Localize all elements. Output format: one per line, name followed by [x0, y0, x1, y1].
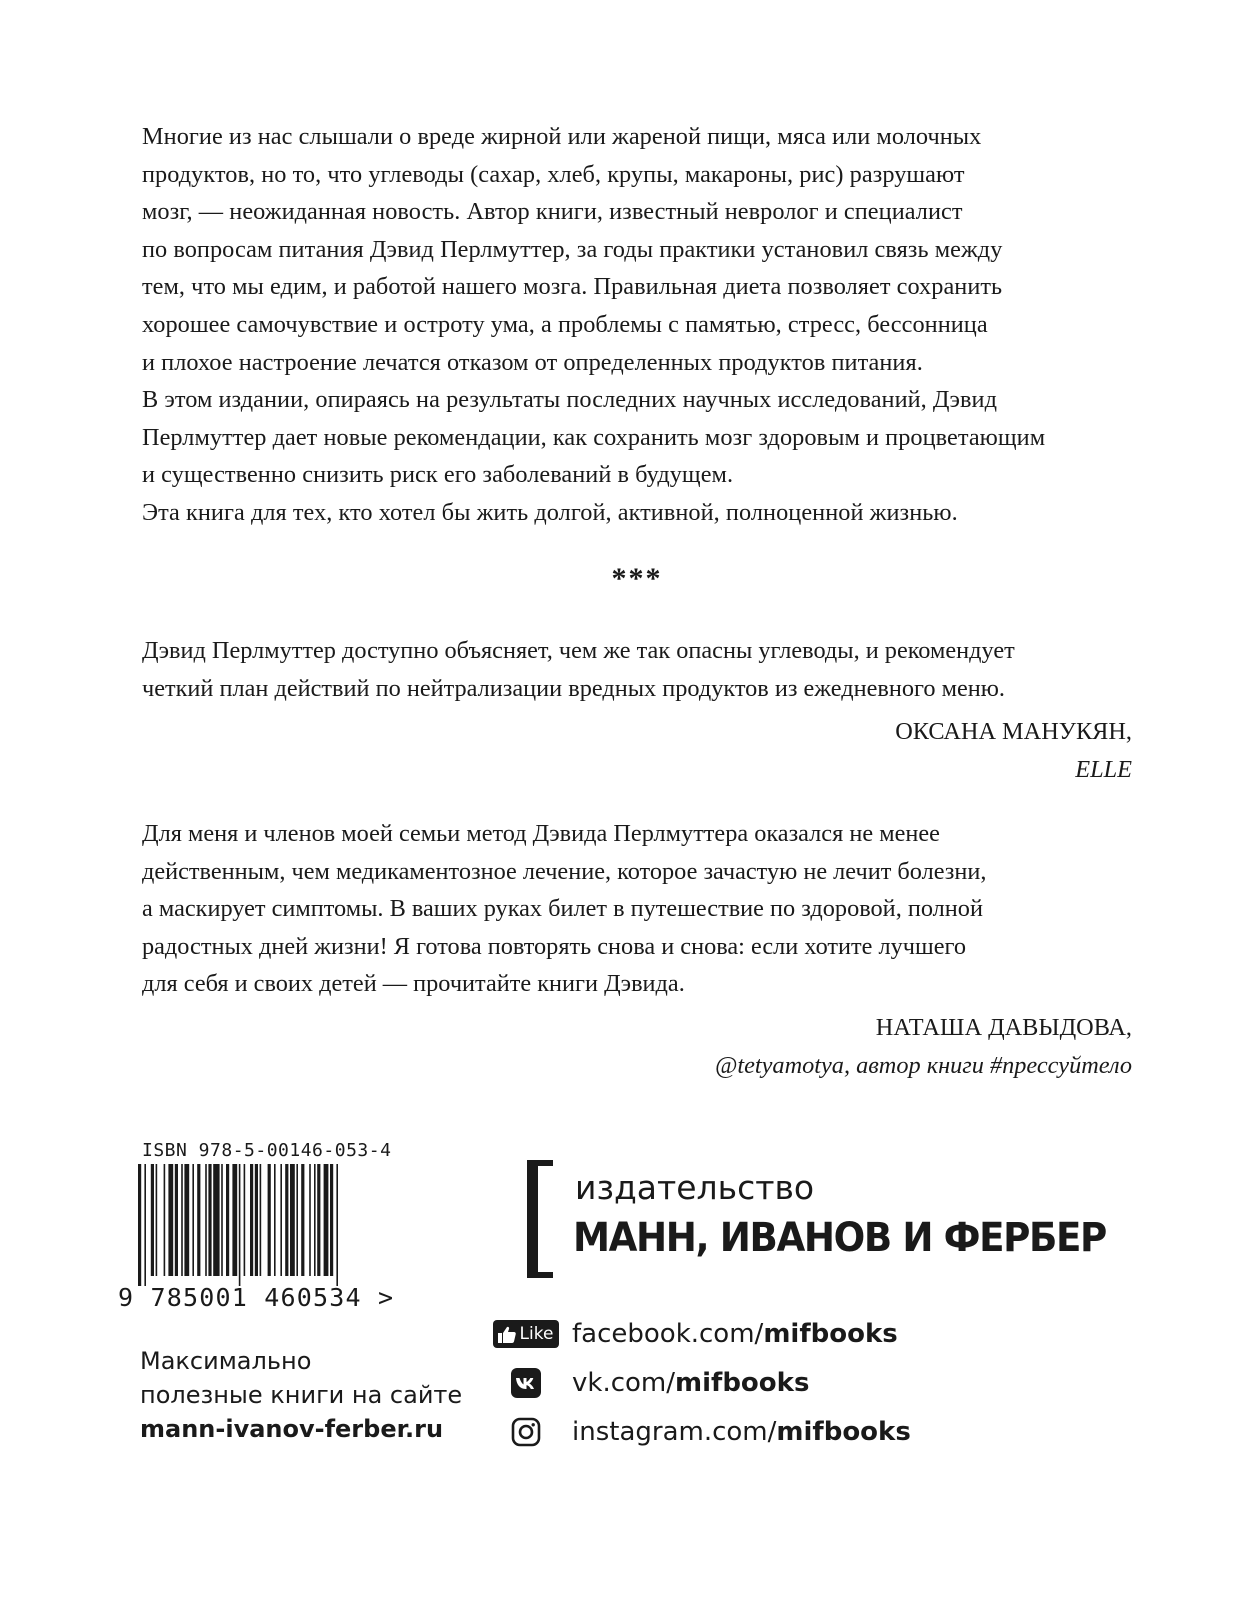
description-line: В этом издании, опираясь на результаты последних научных исследований, Дэвид	[142, 386, 998, 414]
barcode-digits: 9 785001 460534 >	[118, 1283, 395, 1312]
description-line: и существенно снизить риск его заболеваний в будущем.	[142, 461, 734, 489]
review-author: НАТАША ДАВЫДОВА,	[875, 1013, 1132, 1041]
description-line: тем, что мы едим, и работой нашего мозга. Правильная диета позволяет сохранить	[142, 273, 1003, 301]
review-line: четкий план действий по нейтрализации вредных продуктов из ежедневного меню.	[142, 674, 1005, 702]
social-facebook-link[interactable]	[480, 1314, 898, 1354]
barcode	[138, 1164, 388, 1286]
description-line: хорошее самочувствие и остроту ума, а проблемы с памятью, стресс, бессонница	[142, 310, 988, 338]
review-source: @tetyamotya, автор книги #прессуйтело	[715, 1051, 1132, 1079]
description-line: по вопросам питания Дэвид Перлмуттер, за годы практики установил связь между	[142, 235, 1003, 263]
review-davydova	[142, 815, 1132, 1084]
publisher-label: издательство	[575, 1168, 815, 1207]
review-line: а маскирует симптомы. В ваших руках билет в путешествие по здоровой, полной	[142, 895, 983, 923]
review-line: радостных дней жизни! Я готова повторять снова и снова: если хотите лучшего	[142, 932, 967, 960]
review-elle	[142, 632, 1132, 788]
promo-website-link[interactable]: mann-ivanov-ferber.ru	[140, 1415, 444, 1443]
description-line: продуктов, но то, что углеводы (сахар, хлеб, крупы, макароны, рис) разрушают	[142, 160, 965, 188]
section-separator: ***	[611, 562, 663, 595]
social-vk-link[interactable]	[480, 1363, 809, 1403]
description-line: Многие из нас слышали о вреде жирной или жареной пищи, мяса или молочных	[142, 123, 982, 150]
facebook-like-icon	[493, 1320, 560, 1348]
description-line: Эта книга для тех, кто хотел бы жить долгой, активной, полноценной жизнью.	[142, 498, 958, 526]
description-line: мозг, — неожиданная новость. Автор книги, известный невролог и специалист	[142, 198, 963, 226]
social-prefix: instagram.com/	[572, 1417, 777, 1447]
vk-icon	[511, 1368, 541, 1398]
review-line: действенным, чем медикаментозное лечение, которое зачастую не лечит болезни,	[142, 857, 987, 885]
social-handle: mifbooks	[763, 1319, 898, 1349]
thumbs-up-icon	[498, 1326, 516, 1343]
review-author: ОКСАНА МАНУКЯН,	[895, 718, 1132, 746]
review-line: для себя и своих детей — прочитайте книги Дэвида.	[142, 970, 685, 998]
social-handle: mifbooks	[675, 1368, 810, 1398]
promo-line: Максимально	[140, 1347, 312, 1375]
description-line: Перлмуттер дает новые рекомендации, как сохранить мозг здоровым и процветающим	[142, 423, 1046, 451]
social-prefix: vk.com/	[572, 1368, 675, 1398]
social-handle: mifbooks	[776, 1417, 911, 1447]
description-line: и плохое настроение лечатся отказом от определенных продуктов питания.	[142, 348, 923, 376]
promo-block	[140, 1344, 462, 1446]
review-source: ELLE	[1075, 755, 1132, 783]
social-instagram-link[interactable]	[480, 1412, 911, 1452]
review-line: Дэвид Перлмуттер доступно объясняет, чем же так опасны углеводы, и рекомендует	[142, 637, 1015, 664]
publisher-name: МАНН, ИВАНОВ И ФЕРБЕР	[573, 1215, 1106, 1261]
instagram-icon	[511, 1417, 541, 1447]
social-prefix: facebook.com/	[572, 1319, 764, 1349]
like-label: Like	[519, 1324, 554, 1344]
book-description	[142, 118, 1132, 532]
publisher-bracket-icon	[527, 1160, 553, 1278]
promo-line: полезные книги на сайте	[140, 1381, 463, 1409]
review-line: Для меня и членов моей семьи метод Дэвида Перлмуттера оказался не менее	[142, 820, 940, 847]
isbn-text: ISBN 978-5-00146-053-4	[142, 1140, 392, 1161]
